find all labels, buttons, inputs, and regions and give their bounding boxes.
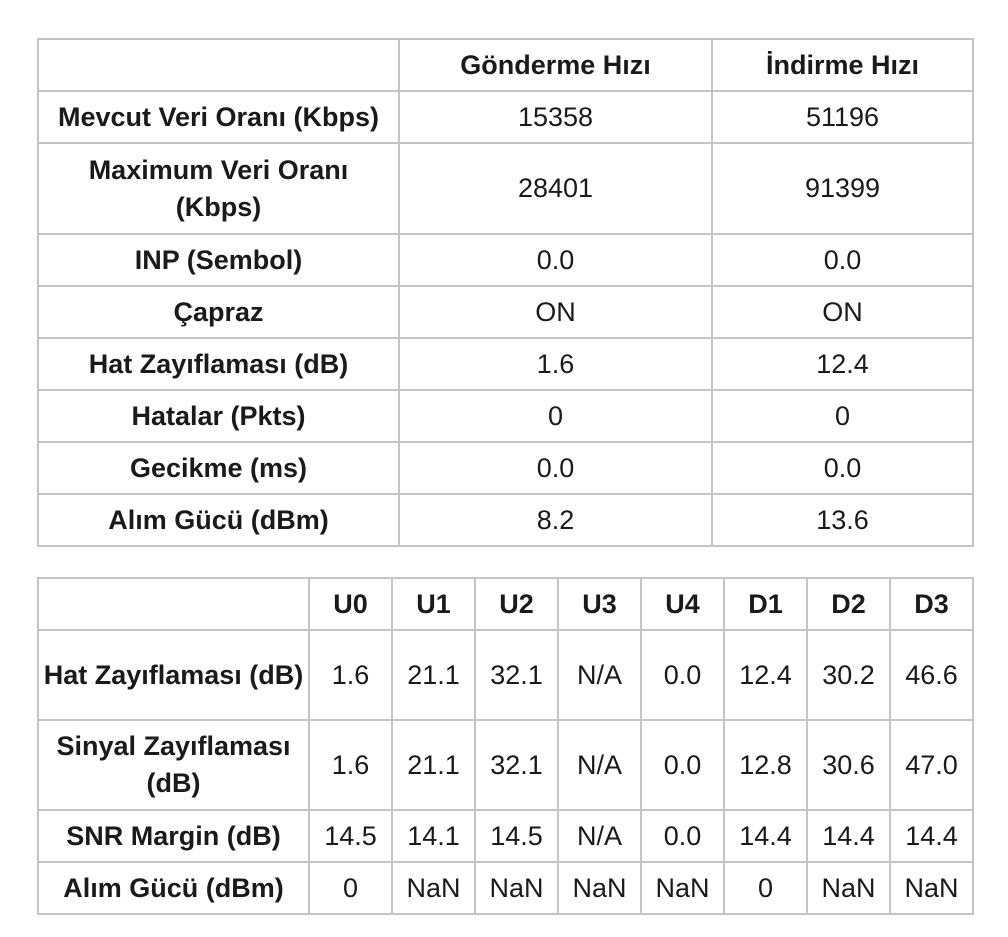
table-row <box>38 143 973 234</box>
row-label: Hat Zayıflaması (dB) <box>38 630 309 720</box>
row-label: Gecikme (ms) <box>38 442 399 494</box>
band-value: 14.4 <box>890 810 973 862</box>
band-value: 14.1 <box>392 810 475 862</box>
download-value: 91399 <box>712 143 973 234</box>
band-value: 21.1 <box>392 720 475 810</box>
table-row <box>38 234 973 286</box>
column-header-upload: Gönderme Hızı <box>399 39 712 91</box>
upload-value: 0.0 <box>399 442 712 494</box>
band-value: 47.0 <box>890 720 973 810</box>
table-row <box>38 630 973 720</box>
band-value: 21.1 <box>392 630 475 720</box>
band-value: 46.6 <box>890 630 973 720</box>
column-header-band: U1 <box>392 578 475 630</box>
column-header-band: D1 <box>724 578 807 630</box>
download-value: ON <box>712 286 973 338</box>
row-label: Hatalar (Pkts) <box>38 390 399 442</box>
corner-cell <box>38 578 309 630</box>
upload-value: ON <box>399 286 712 338</box>
table-row <box>38 390 973 442</box>
band-value: 12.4 <box>724 630 807 720</box>
column-header-band: U3 <box>558 578 641 630</box>
band-value: 32.1 <box>475 630 558 720</box>
band-value: 0.0 <box>641 810 724 862</box>
band-value: NaN <box>558 862 641 914</box>
row-label: SNR Margin (dB) <box>38 810 309 862</box>
column-header-download: İndirme Hızı <box>712 39 973 91</box>
download-value: 12.4 <box>712 338 973 390</box>
band-value: 14.4 <box>807 810 890 862</box>
upload-value: 28401 <box>399 143 712 234</box>
upload-value: 0 <box>399 390 712 442</box>
row-label: Çapraz <box>38 286 399 338</box>
table-header-row <box>38 578 973 630</box>
row-label: Alım Gücü (dBm) <box>38 862 309 914</box>
column-header-band: U4 <box>641 578 724 630</box>
band-value: NaN <box>890 862 973 914</box>
band-value: 14.4 <box>724 810 807 862</box>
row-label: INP (Sembol) <box>38 234 399 286</box>
upload-value: 8.2 <box>399 494 712 546</box>
band-value: 30.6 <box>807 720 890 810</box>
table-row <box>38 720 973 810</box>
corner-cell <box>38 39 399 91</box>
table-row <box>38 338 973 390</box>
column-header-band: D2 <box>807 578 890 630</box>
band-value: 14.5 <box>475 810 558 862</box>
column-header-band: U2 <box>475 578 558 630</box>
band-value: N/A <box>558 810 641 862</box>
row-label: Sinyal Zayıflaması (dB) <box>38 720 309 810</box>
dsl-summary-table <box>37 38 974 547</box>
table-row <box>38 442 973 494</box>
band-value: NaN <box>392 862 475 914</box>
band-value: 0.0 <box>641 630 724 720</box>
table-row <box>38 286 973 338</box>
row-label: Alım Gücü (dBm) <box>38 494 399 546</box>
band-value: 1.6 <box>309 720 392 810</box>
table-row <box>38 810 973 862</box>
column-header-band: D3 <box>890 578 973 630</box>
band-value: 0 <box>309 862 392 914</box>
download-value: 0 <box>712 390 973 442</box>
column-header-band: U0 <box>309 578 392 630</box>
upload-value: 1.6 <box>399 338 712 390</box>
band-value: 12.8 <box>724 720 807 810</box>
band-value: 30.2 <box>807 630 890 720</box>
row-label: Hat Zayıflaması (dB) <box>38 338 399 390</box>
band-value: NaN <box>807 862 890 914</box>
band-value: 0.0 <box>641 720 724 810</box>
band-value: N/A <box>558 720 641 810</box>
band-value: N/A <box>558 630 641 720</box>
download-value: 13.6 <box>712 494 973 546</box>
table-row <box>38 862 973 914</box>
band-value: NaN <box>641 862 724 914</box>
band-value: NaN <box>475 862 558 914</box>
dsl-band-table <box>37 577 974 915</box>
upload-value: 15358 <box>399 91 712 143</box>
row-label: Maximum Veri Oranı (Kbps) <box>38 143 399 234</box>
band-value: 0 <box>724 862 807 914</box>
upload-value: 0.0 <box>399 234 712 286</box>
band-value: 32.1 <box>475 720 558 810</box>
download-value: 0.0 <box>712 442 973 494</box>
download-value: 51196 <box>712 91 973 143</box>
download-value: 0.0 <box>712 234 973 286</box>
row-label: Mevcut Veri Oranı (Kbps) <box>38 91 399 143</box>
table-row <box>38 91 973 143</box>
band-value: 14.5 <box>309 810 392 862</box>
table-row <box>38 494 973 546</box>
band-value: 1.6 <box>309 630 392 720</box>
table-header-row <box>38 39 973 91</box>
